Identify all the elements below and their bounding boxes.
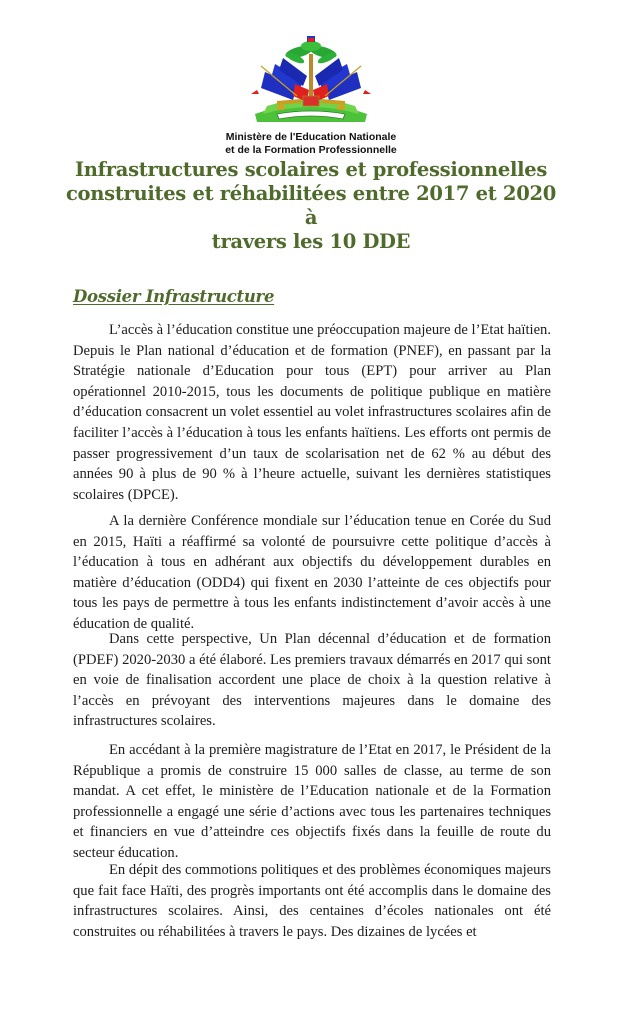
coat-of-arms-icon (247, 34, 375, 124)
paragraph-text: En dépit des commotions politiques et des problèmes économiques majeurs que fait face Haïti, des progrès importants ont été accomplis dans le domaine des infrastructures scolaires. Ainsi, des centaines d’écoles nationales ont été construites ou réhabilitées à travers le pays. Des dizaines de lycées et (73, 862, 551, 940)
paragraph-4 (73, 740, 551, 864)
paragraph-text: A la dernière Conférence mondiale sur l’éducation tenue en Corée du Sud en 2015, Haïti a réaffirmé sa volonté de poursuivre cette politique d’accès à l’éducation à tous en adhérant aux objectifs du développement durables en matière d’éducation (ODD4) qui fixent en 2030 l’atteinte de ces objectifs pour tous les pays de permettre à tous les enfants indistinctement d’avoir accès à une éducation de qualité. (73, 513, 551, 632)
title-line-2: construites et réhabilitées entre 2017 et 2020 à (65, 182, 557, 229)
title-line-1: Infrastructures scolaires et professionnelles (74, 158, 548, 181)
paragraph-text: Dans cette perspective, Un Plan décennal d’éducation et de formation (PDEF) 2020-2030 a été élaboré. Les premiers travaux démarrés en 2017 qui sont en voie de finalisation accordent une place de choix à la question relative à l’accès en prévoyant des interventions majeures dans le domaine des infrastructures scolaires. (73, 631, 551, 730)
ministry-line-1: Ministère de l'Education Nationale (225, 131, 397, 143)
ministry-name (0, 131, 622, 157)
paragraph-1 (73, 320, 551, 505)
paragraph-2 (73, 511, 551, 635)
title-line-3: travers les 10 DDE (211, 230, 411, 253)
ministry-line-2: et de la Formation Professionnelle (225, 144, 397, 156)
document-title (60, 158, 562, 254)
paragraph-text: L’accès à l’éducation constitue une préoccupation majeure de l’Etat haïtien. Depuis le Plan national d’éducation et de formation (PNEF), en passant par la Stratégie nationale d’Education pour tous (EPT) pour arriver au Plan opérationnel 2010-2015, tous les documents de politique publique en matière d’éducation consacrent un volet essentiel au volet infrastructures scolaires afin de faciliter l’accès à l’éducation à tous les enfants haïtiens. Les efforts ont permis de passer progressivement d’un taux de scolarisation net de 62 % au début des années 90 à plus de 90 % à l’heure actuelle, suivant les dernières statistiques scolaires (DPCE). (73, 322, 551, 503)
paragraph-3 (73, 629, 551, 732)
paragraph-text: En accédant à la première magistrature de l’Etat en 2017, le Président de la République a promis de construire 15 000 salles de classe, au terme de son mandat. A cet effet, le ministère de l’Education nationale et de la Formation professionnelle a engagé une série d’actions avec tous les partenaires techniques et financiers en vue d’atteindre ces objectifs fixés dans la feuille de route du secteur éducation. (73, 742, 551, 861)
section-heading: Dossier Infrastructure (73, 287, 275, 306)
paragraph-5 (73, 860, 551, 942)
